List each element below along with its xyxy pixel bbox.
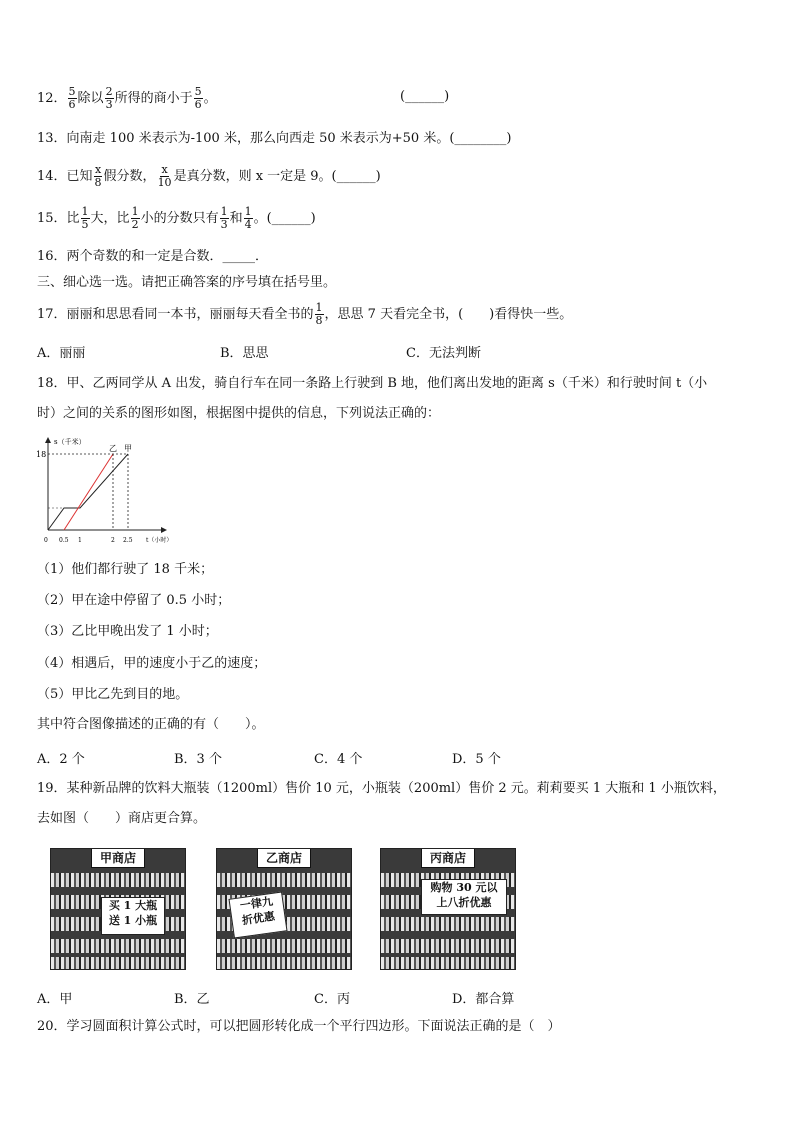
option-b[interactable]: B．3 个 [174, 752, 222, 767]
option-a[interactable]: A．甲 [37, 992, 73, 1007]
shop-name: 丙商店 [421, 848, 475, 868]
question-14: 14．已知 $\frac{x}{8}$ 假分数， $\frac{x}{10}$ 是真分数，则 x 一定是 9。(______) [37, 163, 381, 189]
x-tick-2.5: 2.5 [123, 537, 133, 544]
question-13: 13．向南走 100 米表示为-100 米，那么向西走 50 米表示为+50 米。(________) [37, 131, 512, 146]
statement-5: （5）甲比乙先到目的地。 [37, 687, 189, 702]
fraction: $\frac{1}{3}$ [220, 205, 228, 231]
shop-photo-bing [380, 848, 516, 970]
statement-3: （3）乙比甲晚出发了 1 小时； [37, 624, 218, 639]
option-c[interactable]: C．丙 [314, 992, 350, 1007]
fraction: $\frac{x}{8}$ [94, 163, 102, 189]
option-b[interactable]: B．乙 [174, 992, 210, 1007]
section-heading: 三、细心选一选。请把正确答案的序号填在括号里。 [37, 275, 337, 290]
fraction: $\frac{1}{8}$ [315, 301, 323, 327]
answer-blank[interactable]: (______) [400, 89, 450, 104]
label-yi: 乙 [109, 444, 117, 453]
fraction: $\frac{5}{6}$ [194, 85, 202, 111]
fraction: $\frac{5}{6}$ [68, 85, 76, 111]
shop-name: 乙商店 [257, 848, 311, 868]
question-19-cont: 去如图（ ）商店更合算。 [37, 811, 207, 826]
fraction: $\frac{1}{2}$ [131, 205, 139, 231]
question-18-cont: 时）之间的关系的图形如图，根据图中提供的信息，下列说法正确的： [37, 406, 441, 421]
y-axis-label: s（千米） [54, 438, 86, 446]
fraction: $\frac{2}{3}$ [105, 85, 113, 111]
shop-name: 甲商店 [91, 848, 145, 868]
x-tick-0.5: 0.5 [59, 537, 69, 544]
question-17: 17．丽丽和思思看同一本书，丽丽每天看全书的 $\frac{1}{8}$ ，思思 7 天看完全书，( )看得快一些。 [37, 301, 573, 327]
question-18: 18．甲、乙两同学从 A 出发，骑自行车在同一条路上行驶到 B 地，他们离出发地的距离 s（千米）和行驶时间 t（小 [37, 376, 708, 391]
option-c[interactable]: C．4 个 [314, 752, 363, 767]
fraction: $\frac{x}{10}$ [157, 163, 172, 189]
line-yi [64, 454, 113, 530]
shop-photo-jia [50, 848, 186, 970]
option-b[interactable]: B．思思 [220, 346, 269, 361]
statement-1: （1）他们都行驶了 18 千米； [37, 562, 214, 577]
question-18-ask: 其中符合图像描述的正确的有（ ）。 [37, 717, 265, 732]
option-c[interactable]: C．无法判断 [406, 346, 481, 361]
question-20: 20．学习圆面积计算公式时，可以把圆形转化成一个平行四边形。下面说法正确的是（ ） [37, 1019, 561, 1034]
promo-sign: 购物 30 元以 上八折优惠 [421, 879, 507, 915]
option-d[interactable]: D．都合算 [452, 992, 515, 1007]
fraction: $\frac{1}{5}$ [81, 205, 89, 231]
x-tick-0: 0 [44, 537, 48, 544]
statement-4: （4）相遇后，甲的速度小于乙的速度； [37, 656, 267, 671]
question-19: 19．某种新品牌的饮料大瓶装（1200ml）售价 10 元，小瓶装（200ml）售价 2 元。莉莉要买 1 大瓶和 1 小瓶饮料， [37, 781, 726, 796]
y-tick-18: 18 [36, 450, 47, 459]
x-tick-2: 2 [111, 537, 115, 544]
statement-2: （2）甲在途中停留了 0.5 小时； [37, 593, 231, 608]
option-a[interactable]: A．2 个 [37, 752, 85, 767]
question-15: 15．比 $\frac{1}{5}$ 大，比 $\frac{1}{2}$ 小的分数只有 $\frac{1}{3}$ 和 $\frac{1}{4}$ 。(______) [37, 205, 316, 231]
promo-sign: 一律九 折优惠 [228, 891, 287, 938]
distance-time-graph [30, 432, 190, 552]
label-jia: 甲 [124, 444, 132, 453]
promo-sign: 买 1 大瓶 送 1 小瓶 [101, 897, 165, 935]
fraction: $\frac{1}{4}$ [244, 205, 252, 231]
question-12: 12． $\frac{5}{6}$ 除以 $\frac{2}{3}$ 所得的商小于 $\frac{5}{6}$ 。 [37, 85, 217, 111]
x-axis-label: t（小时） [146, 537, 173, 544]
option-a[interactable]: A．丽丽 [37, 346, 86, 361]
shop-photo-yi [216, 848, 352, 970]
question-16: 16．两个奇数的和一定是合数．_____． [37, 249, 269, 264]
option-d[interactable]: D．5 个 [452, 752, 501, 767]
x-tick-1: 1 [78, 537, 82, 544]
